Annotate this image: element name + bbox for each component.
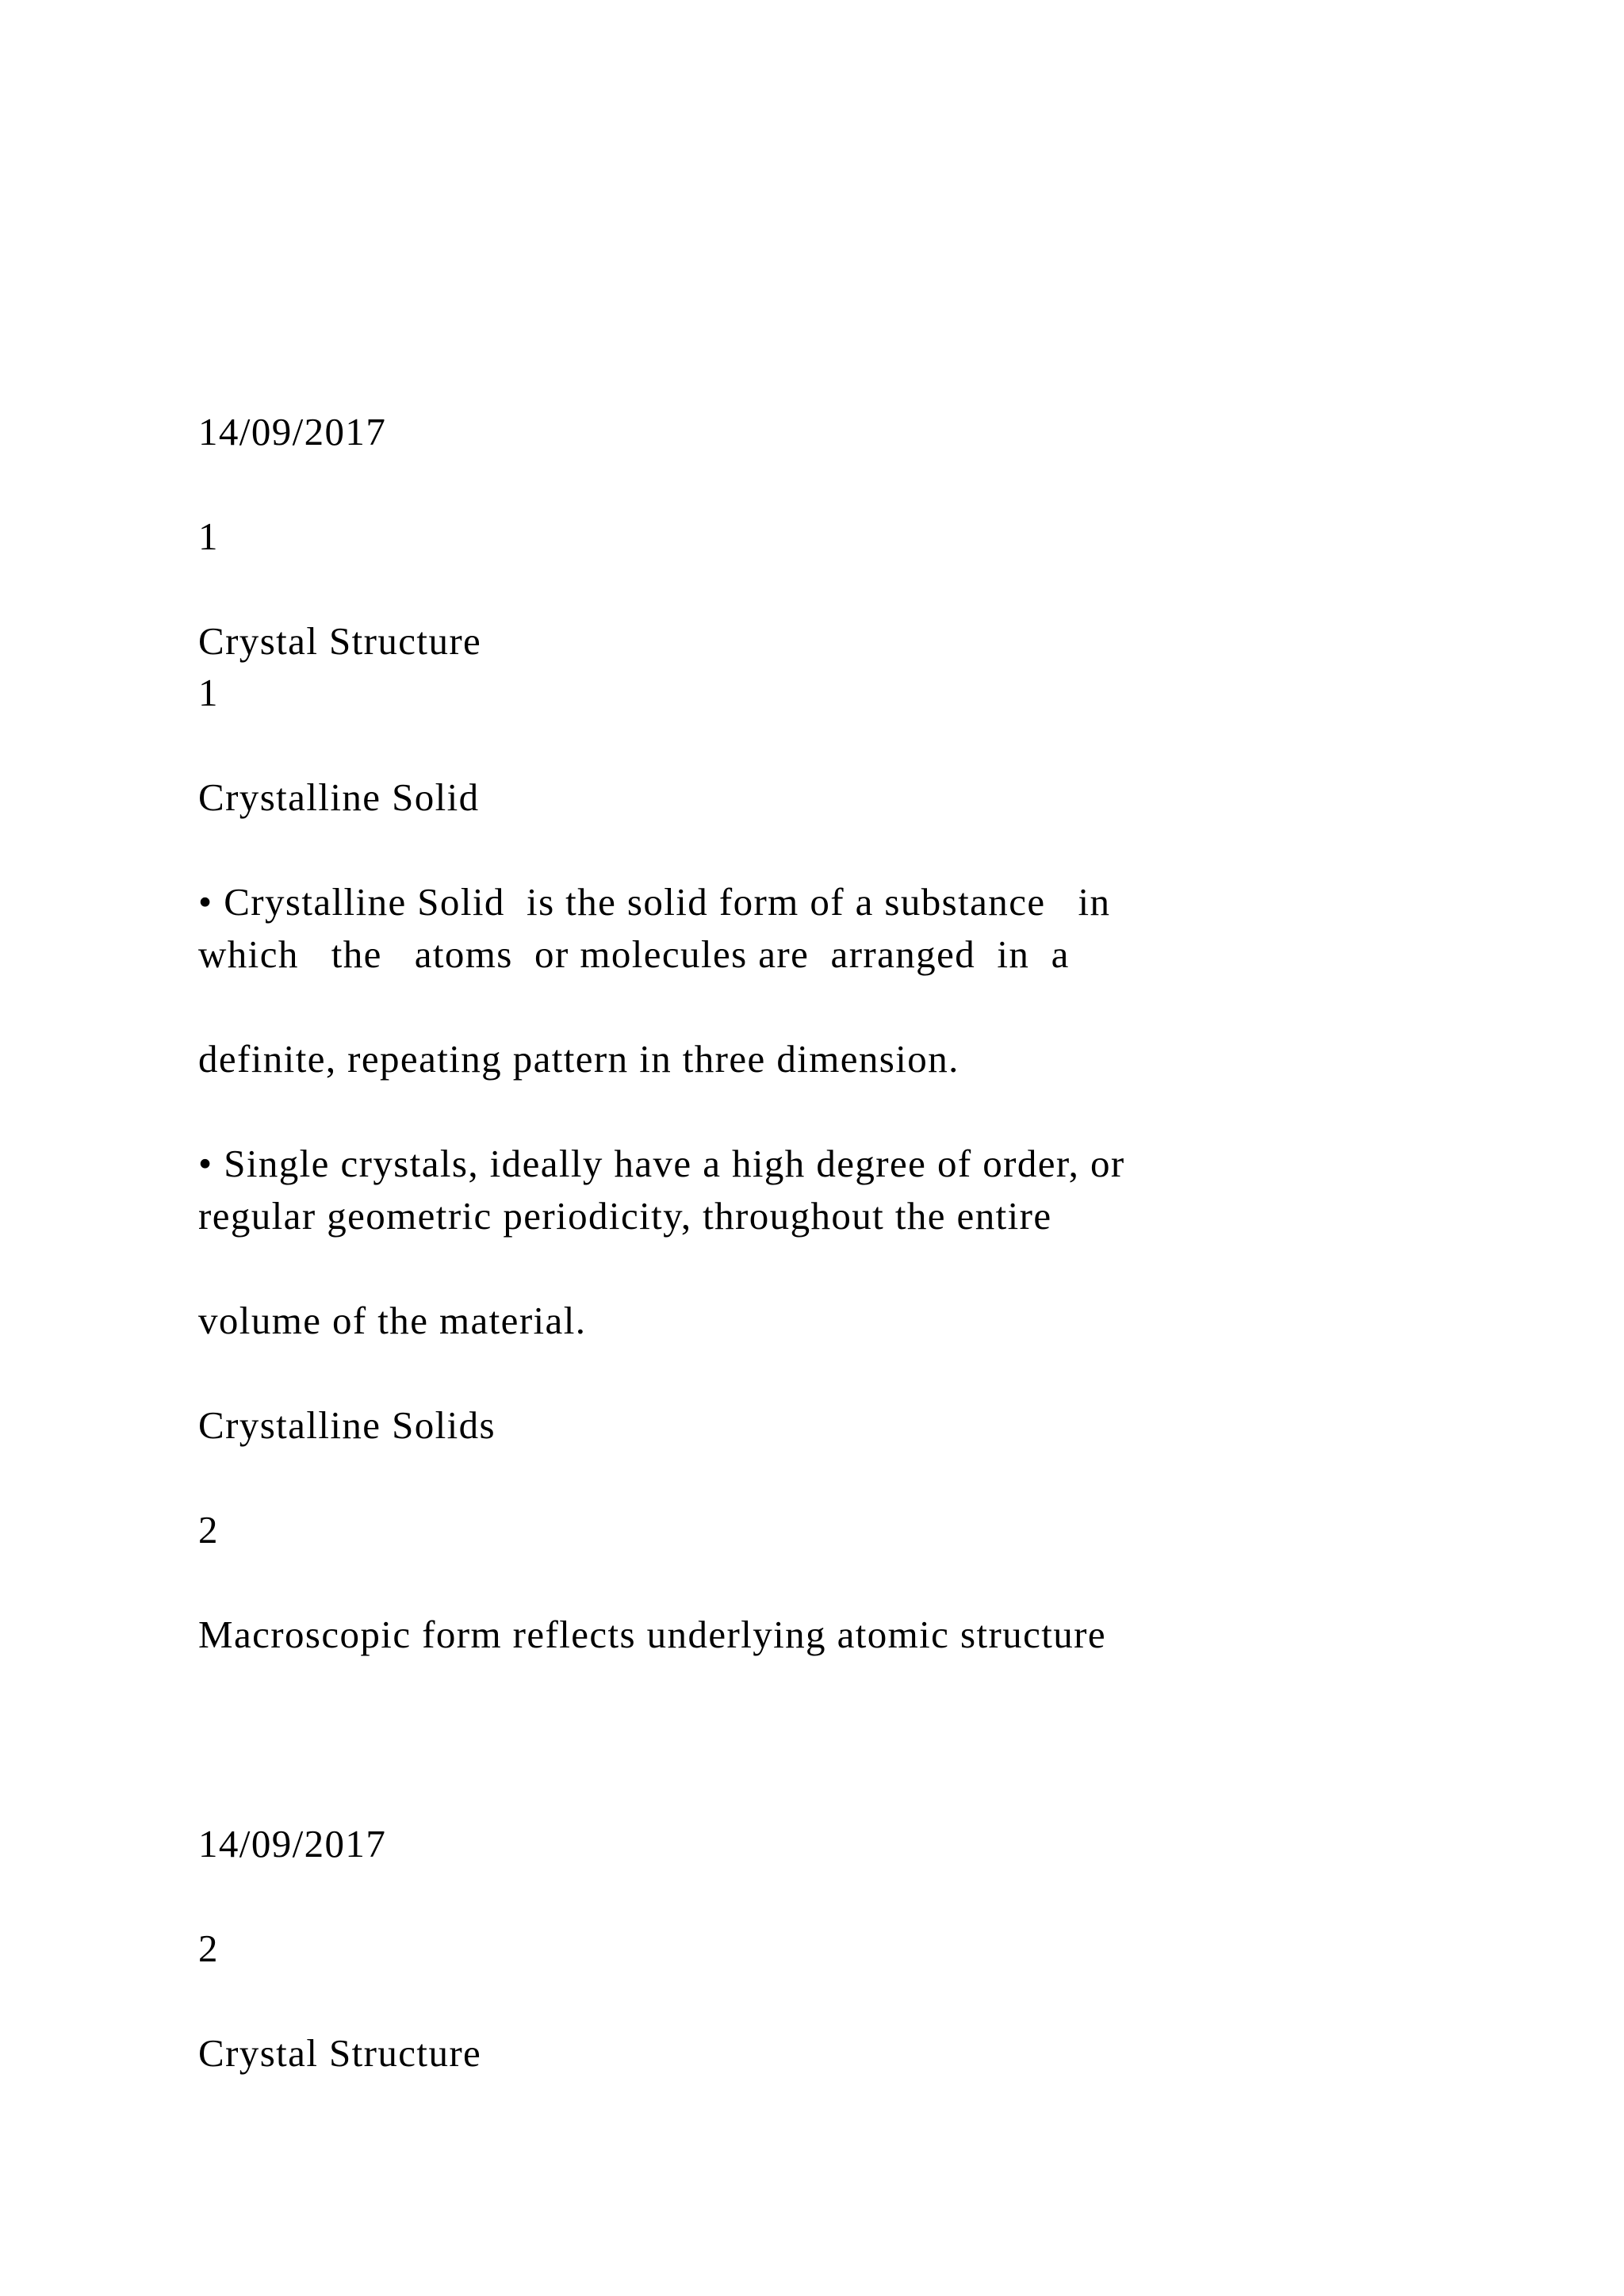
caption-text: Macroscopic form reflects underlying atomic structure bbox=[198, 1613, 1106, 1656]
bullet-text-line: which the atoms or molecules are arranged in a bbox=[198, 932, 1070, 976]
section-title: Crystal Structure bbox=[198, 2031, 482, 2075]
section-title: Crystal Structure bbox=[198, 619, 482, 663]
bullet-text-line: definite, repeating pattern in three dimension. bbox=[198, 1037, 959, 1081]
slide-heading: Crystalline Solid bbox=[198, 775, 480, 819]
slide-title: Crystalline Solids bbox=[198, 1403, 496, 1447]
page-number: 2 bbox=[198, 1927, 219, 1970]
bullet-text-line: • Crystalline Solid is the solid form of a substance in bbox=[198, 880, 1111, 924]
slide-number: 1 bbox=[198, 671, 219, 714]
bullet-text-line: regular geometric periodicity, throughout the entire bbox=[198, 1194, 1052, 1238]
slide-number: 2 bbox=[198, 1508, 219, 1552]
page-number: 1 bbox=[198, 515, 219, 558]
page-date: 14/09/2017 bbox=[198, 1822, 387, 1866]
bullet-text-line: • Single crystals, ideally have a high degree of order, or bbox=[198, 1142, 1125, 1185]
page-date: 14/09/2017 bbox=[198, 410, 387, 453]
bullet-text-line: volume of the material. bbox=[198, 1299, 587, 1342]
